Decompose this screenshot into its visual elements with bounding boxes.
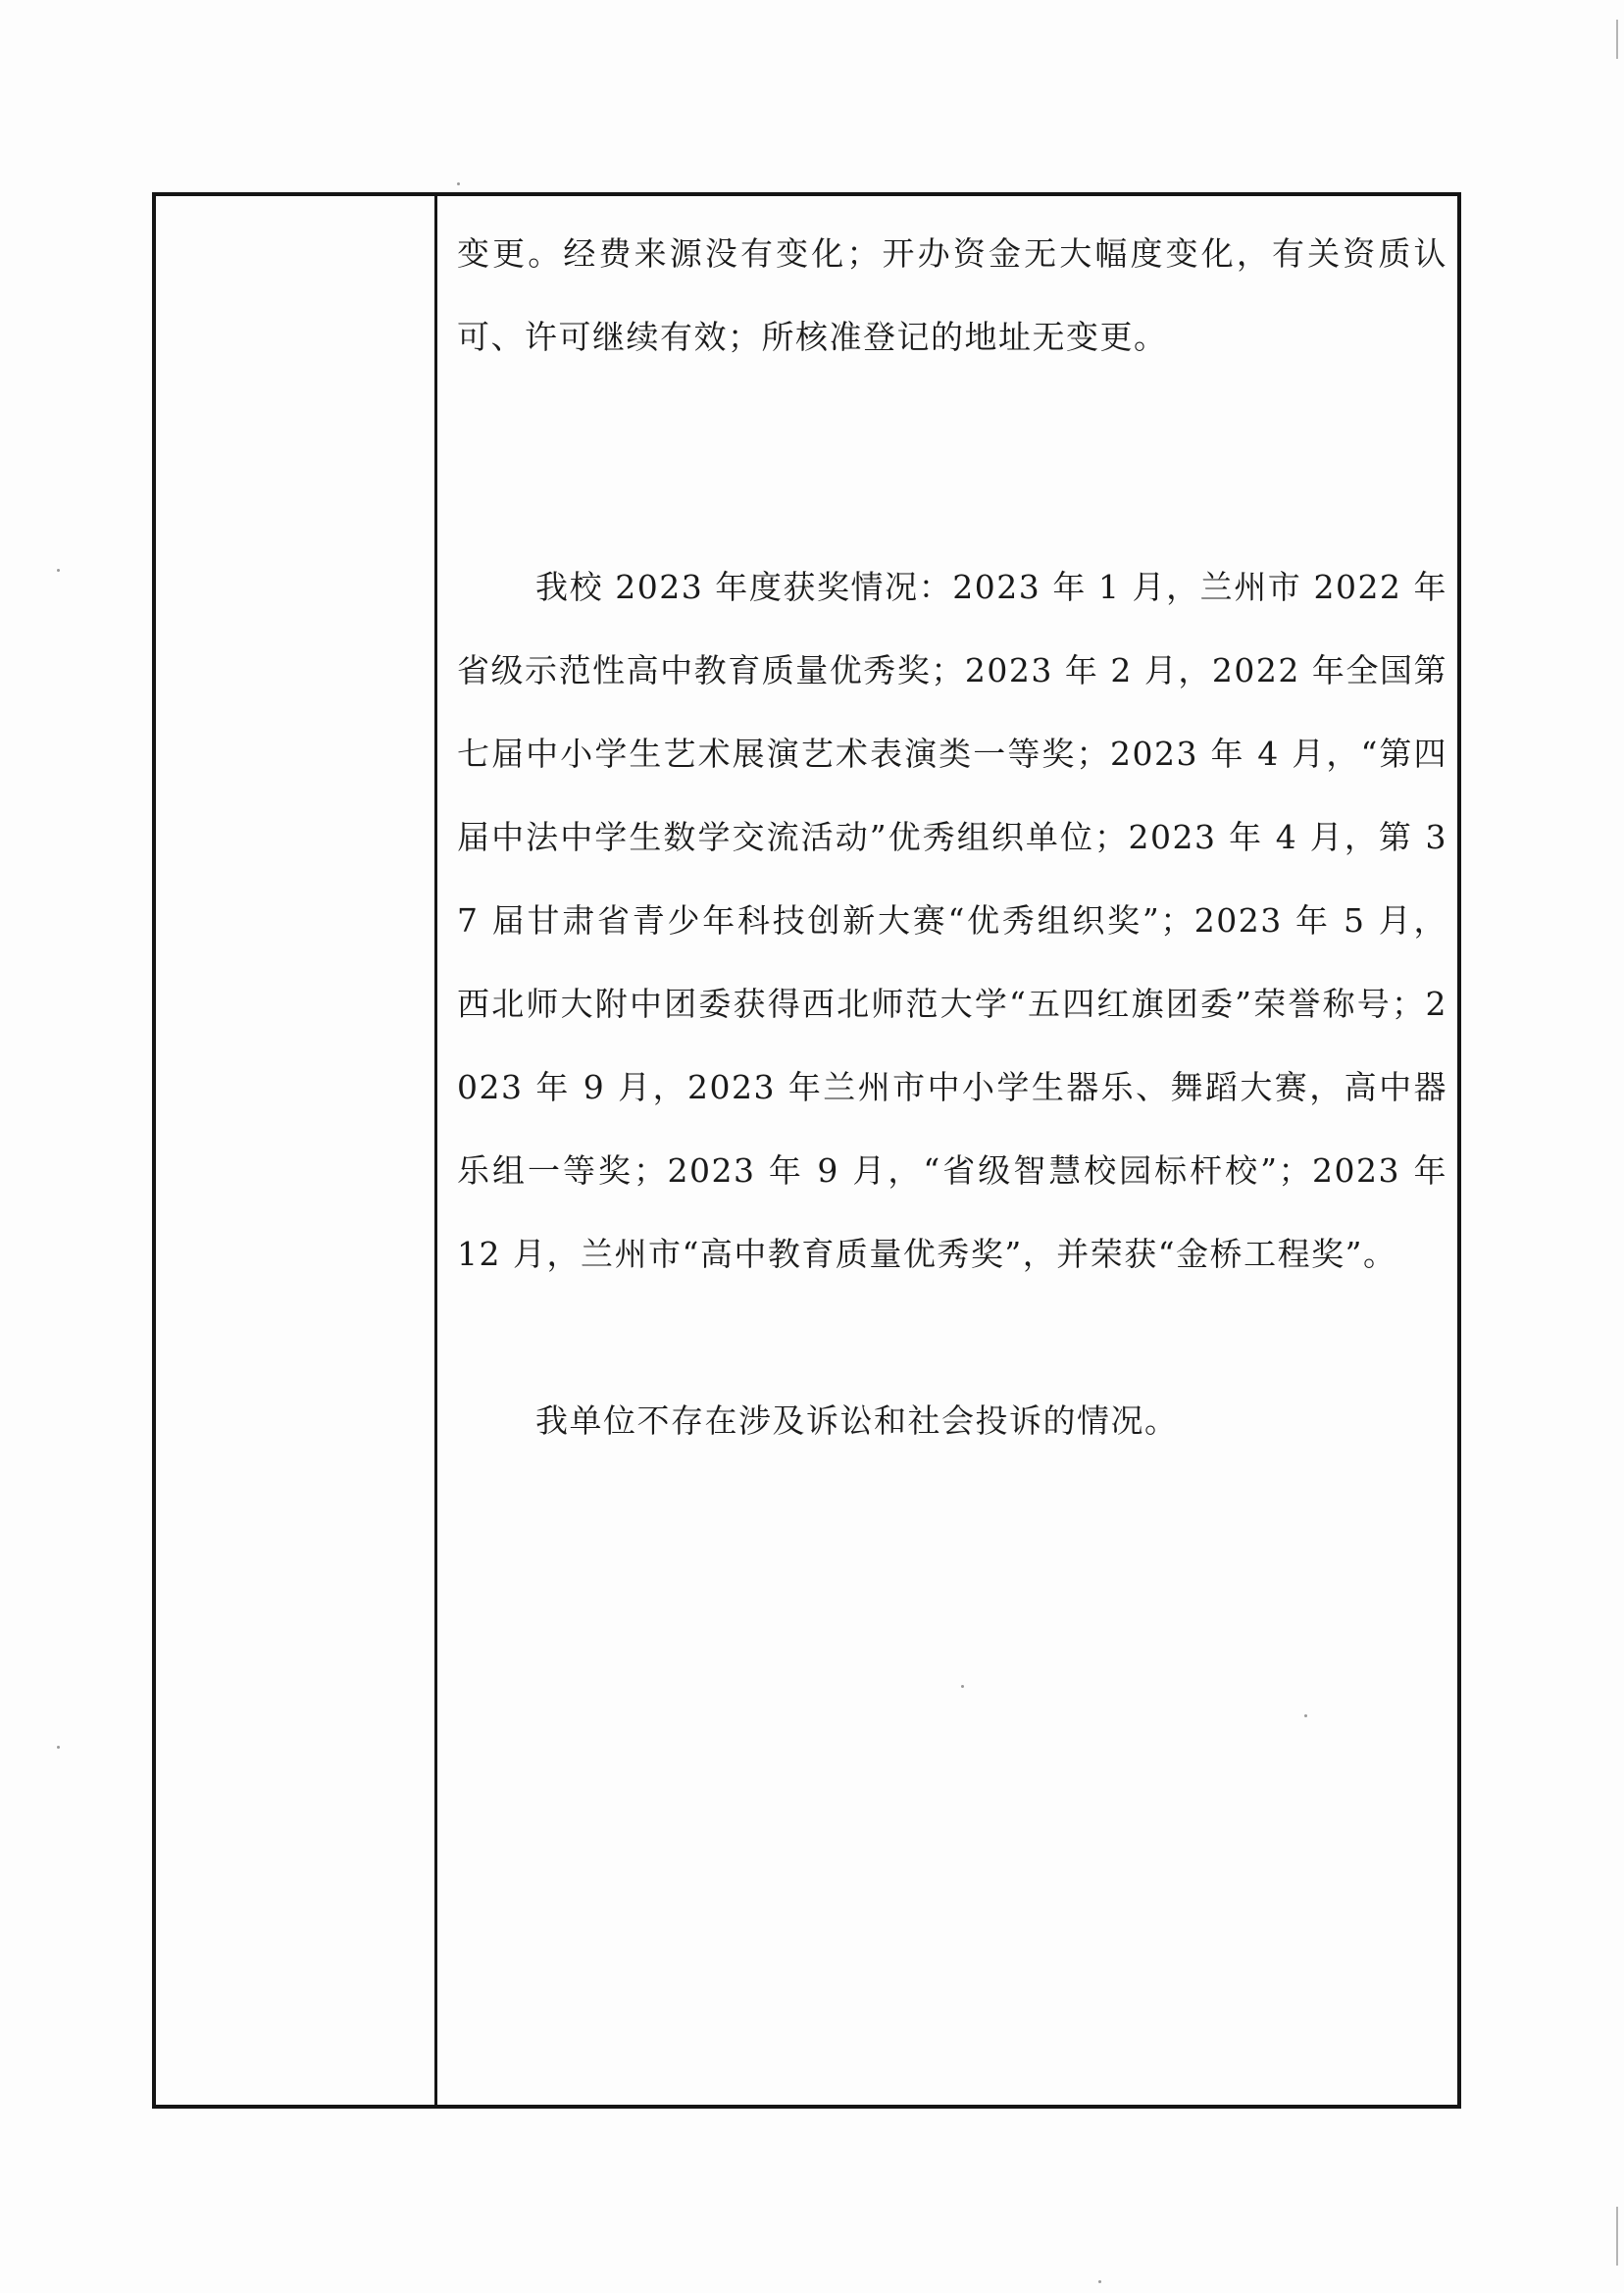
scan-edge-mark [1616, 2207, 1618, 2266]
paragraph-registration-status: 变更。经费来源没有变化；开办资金无大幅度变化，有关资质认可、许可继续有效；所核准登记的地址无变更。 [457, 234, 1447, 356]
table-label-cell [156, 196, 437, 2105]
paragraph-awards-2023: 我校 2023 年度获奖情况：2023 年 1 月，兰州市 2022 年省级示范性高中教育质量优秀奖；2023 年 2 月，2022 年全国第七届中小学生艺术展演艺术表演类一等奖；2023 年 4 月，“第四届中法中学生数学交流活动”优秀组织单位；2023 年 4 月，第 37 届甘肃省青少年科技创新大赛“优秀组织奖”；2023 年 5 月，西北师大附中团委获得西北师范大学“五四红旗团委”荣誉称号；2023 年 9 月，2023 年兰州市中小学生器乐、舞蹈大赛，高中器乐组一等奖；2023 年 9 月，“省级智慧校园标杆校”；2023 年 12 月，兰州市“高中教育质量优秀奖”，并荣获“金桥工程奖”。 [457, 568, 1447, 1273]
paragraph-litigation-statement: 我单位不存在涉及诉讼和社会投诉的情况。 [535, 1401, 1179, 1440]
scan-speck [1098, 2280, 1101, 2283]
scan-speck [961, 1685, 964, 1688]
scan-speck [1304, 1714, 1307, 1717]
table-content-cell [437, 196, 1457, 2105]
scan-speck [57, 1746, 60, 1749]
report-table [152, 192, 1461, 2109]
scan-speck [57, 569, 60, 572]
scan-speck [457, 182, 460, 185]
scan-edge-mark [1616, 20, 1618, 59]
